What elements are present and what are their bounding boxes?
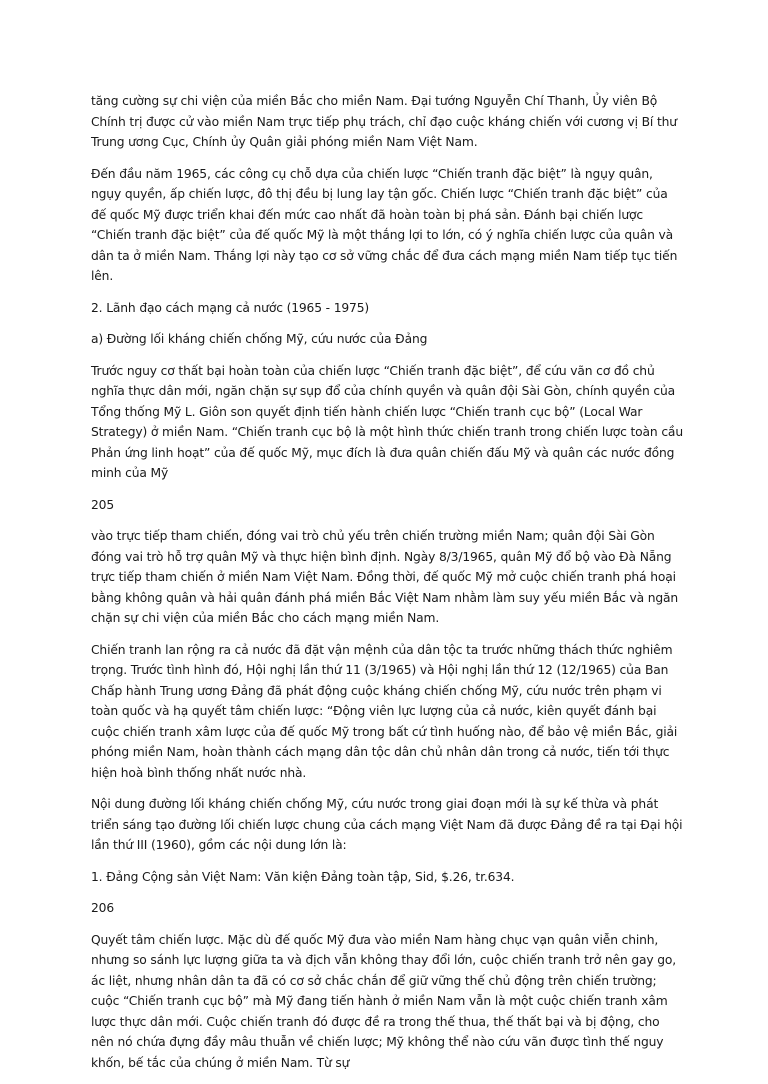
- paragraph-7: Quyết tâm chiến lược. Mặc dù đế quốc Mỹ đưa vào miền Nam hàng chục vạn quân viễn chinh, nhưng so sánh lực lượng giữa ta và địch vẫn không thay đổi lớn, cuộc chiến tranh trở nên gay go, ác liệt, nhưng nhân dân ta đã có cơ sở chắc chắn để giữ vững thế chủ động trên chiến trường; cuộc “Chiến tranh cục bộ” mà Mỹ đang tiến hành ở miền Nam vẫn là một cuộc chiến tranh xâm lược thực dân mới. Cuộc chiến tranh đó được đề ra trong thế thua, thế thất bại và bị động, cho nên nó chứa đựng đầy mâu thuẫn về chiến lược; Mỹ không thể nào cứu vãn được tình thế nguy khốn, bế tắc của chúng ở miền Nam. Từ sự: [91, 932, 677, 1070]
- paragraph-3: Trước nguy cơ thất bại hoàn toàn của chiến lược “Chiến tranh đặc biệt”, để cứu vãn cơ đồ chủ nghĩa thực dân mới, ngăn chặn sự sụp đổ của chính quyền và quân đội Sài Gòn, chính quyền của Tổng thống Mỹ L. Giôn son quyết định tiến hành chiến lược “Chiến tranh cục bộ” (Local War Strategy) ở miền Nam. “Chiến tranh cục bộ là một hình thức chiến tranh trong chiến lược toàn cầu Phản ứng linh hoạt” của đế quốc Mỹ, mục đích là đưa quân chiến đấu Mỹ và quân các nước đồng minh của Mỹ: [91, 363, 683, 480]
- paragraph-2: Đến đầu năm 1965, các công cụ chỗ dựa của chiến lược “Chiến tranh đặc biệt” là ngụy quân, ngụy quyền, ấp chiến lược, đô thị đều bị lung lay tận gốc. Chiến lược “Chiến tranh đặc biệt” của đế quốc Mỹ được triển khai đến mức cao nhất đã hoàn toàn bị phá sản. Đánh bại chiến lược “Chiến tranh đặc biệt” của đế quốc Mỹ là một thắng lợi to lớn, có ý nghĩa chiến lược của quân và dân ta ở miền Nam. Thắng lợi này tạo cơ sở vững chắc để đưa cách mạng miền Nam tiếp tục tiến lên.: [91, 166, 678, 283]
- section-heading: 2. Lãnh đạo cách mạng cả nước (1965 - 1975): [91, 300, 370, 315]
- paragraph-4: vào trực tiếp tham chiến, đóng vai trò chủ yếu trên chiến trường miền Nam; quân đội Sài Gòn đóng vai trò hỗ trợ quân Mỹ và thực hiện bình định. Ngày 8/3/1965, quân Mỹ đổ bộ vào Đà Nẵng trực tiếp tham chiến ở miền Nam Việt Nam. Đồng thời, đế quốc Mỹ mở cuộc chiến tranh phá hoại bằng không quân và hải quân đánh phá miền Bắc Việt Nam nhằm làm suy yếu miền Bắc và ngăn chặn sự chi viện của miền Bắc cho cách mạng miền Nam.: [91, 529, 679, 625]
- paragraph-6: Nội dung đường lối kháng chiến chống Mỹ, cứu nước trong giai đoạn mới là sự kế thừa và phát triển sáng tạo đường lối chiến lược chung của cách mạng Việt Nam đã được Đảng đề ra tại Đại hội lần thứ III (1960), gồm các nội dung lớn là:: [91, 797, 683, 852]
- page-number-205: 205: [91, 497, 115, 512]
- paragraph-5: Chiến tranh lan rộng ra cả nước đã đặt vận mệnh của dân tộc ta trước những thách thức nghiêm trọng. Trước tình hình đó, Hội nghị lần thứ 11 (3/1965) và Hội nghị lần thứ 12 (12/1965) của Ban Chấp hành Trung ương Đảng đã phát động cuộc kháng chiến chống Mỹ, cứu nước trên phạm vi toàn quốc và hạ quyết tâm chiến lược: “Động viên lực lượng của cả nước, kiên quyết đánh bại cuộc chiến tranh xâm lược của đế quốc Mỹ trong bất cứ tình huống nào, để bảo vệ miền Bắc, giải phóng miền Nam, hoàn thành cách mạng dân tộc dân chủ nhân dân trong cả nước, tiến tới thực hiện hoà bình thống nhất nước nhà.: [91, 642, 678, 780]
- document-page: [91, 91, 683, 1084]
- subsection-heading: a) Đường lối kháng chiến chống Mỹ, cứu nước của Đảng: [91, 332, 428, 346]
- page-number-206: 206: [91, 901, 115, 915]
- footnote: 1. Đảng Cộng sản Việt Nam: Văn kiện Đảng toàn tập, Sid, $.26, tr.634.: [91, 869, 515, 884]
- paragraph-1: tăng cường sự chi viện của miền Bắc cho miền Nam. Đại tướng Nguyễn Chí Thanh, Ủy viên Bộ Chính trị được cử vào miền Nam trực tiếp phụ trách, chỉ đạo cuộc kháng chiến với cương vị Bí thư Trung ương Cục, Chính ủy Quân giải phóng miền Nam Việt Nam.: [91, 94, 677, 149]
